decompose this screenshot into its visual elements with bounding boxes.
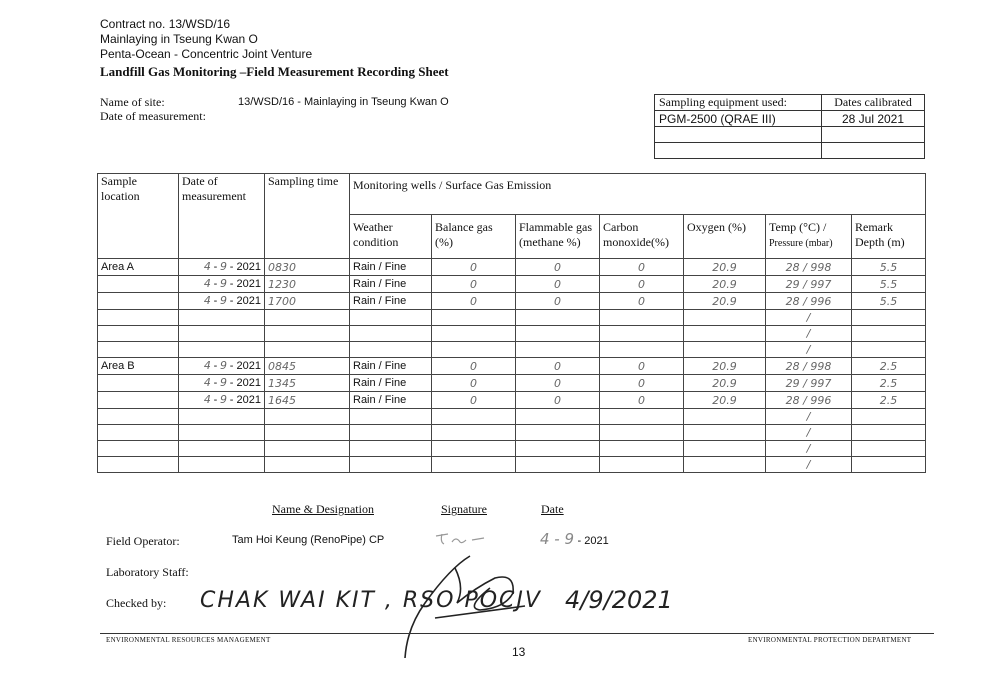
equipment-table (654, 94, 925, 159)
contract-number: Contract no. 13/WSD/16 (100, 17, 231, 31)
oxygen-cell: 20.9 (684, 276, 766, 293)
table-row (98, 358, 926, 375)
date-day: 4 (203, 277, 211, 290)
depth-cell: 5.5 (852, 293, 926, 310)
table-row-empty: / (98, 326, 926, 342)
header-weather: Weather condition (350, 215, 432, 259)
weather-cell: Rain / Fine (350, 293, 432, 310)
date-cell: 4 - 9 - 2021 (179, 358, 265, 375)
co-cell: 0 (600, 392, 684, 409)
temp-pressure-cell: 28 / 998 (766, 358, 852, 375)
header-carbon-monoxide: Carbon monoxide(%) (600, 215, 684, 259)
table-row (98, 259, 926, 276)
depth-cell: 5.5 (852, 276, 926, 293)
temp-pressure-cell: 28 / 996 (766, 392, 852, 409)
date-year: - 2021 (229, 377, 261, 389)
co-cell: 0 (600, 375, 684, 392)
depth-cell: 5.5 (852, 259, 926, 276)
oxygen-cell: 20.9 (684, 259, 766, 276)
header-pressure: Pressure (mbar) (769, 238, 833, 249)
flammable-cell: 0 (516, 375, 600, 392)
temp-pressure-cell: 29 / 997 (766, 276, 852, 293)
header-oxygen: Oxygen (%) (684, 215, 766, 259)
time-cell: 1230 (265, 276, 350, 293)
temp-pressure-cell: 28 / 996 (766, 293, 852, 310)
date-day: 4 (203, 393, 211, 406)
date-cell: 4 - 9 - 2021 (179, 392, 265, 409)
header-date: Date of measurement (179, 174, 265, 259)
co-cell: 0 (600, 293, 684, 310)
date-month: 9 (220, 359, 228, 372)
flammable-cell: 0 (516, 293, 600, 310)
name-designation-heading: Name & Designation (272, 502, 374, 516)
date-day: 4 (203, 260, 211, 273)
time-cell: 1645 (265, 392, 350, 409)
pressure-value: 997 (810, 376, 832, 390)
oxygen-cell: 20.9 (684, 358, 766, 375)
footer-divider (100, 633, 934, 634)
date-year: - 2021 (229, 278, 261, 290)
table-row-empty: / (98, 310, 926, 326)
date-year: - 2021 (229, 295, 261, 307)
depth-cell: 2.5 (852, 358, 926, 375)
page-number: 13 (512, 645, 526, 659)
equip-cell: PGM-2500 (QRAE III) (655, 111, 822, 127)
temp-value: 29 (785, 277, 800, 291)
time-cell: 0830 (265, 259, 350, 276)
temp-value: 28 (785, 294, 800, 308)
equip-cell (655, 127, 822, 143)
measurement-table (97, 173, 926, 473)
checked-by-name: CHAK WAI KIT , RSO POCJV (200, 588, 542, 613)
table-row (98, 293, 926, 310)
footer-left: ENVIRONMENTAL RESOURCES MANAGEMENT (106, 636, 271, 644)
depth-cell: 2.5 (852, 392, 926, 409)
balance-cell: 0 (432, 358, 516, 375)
signature-heading: Signature (441, 502, 487, 516)
date-month: 9 (220, 393, 228, 406)
depth-cell: 2.5 (852, 375, 926, 392)
oxygen-cell: 20.9 (684, 375, 766, 392)
site-name-value: 13/WSD/16 - Mainlaying in Tseung Kwan O (238, 96, 449, 108)
balance-cell: 0 (432, 293, 516, 310)
co-cell: 0 (600, 358, 684, 375)
location-cell (98, 276, 179, 293)
balance-cell: 0 (432, 276, 516, 293)
balance-cell: 0 (432, 392, 516, 409)
oxygen-cell: 20.9 (684, 392, 766, 409)
sheet-title: Landfill Gas Monitoring –Field Measurement Recording Sheet (100, 64, 449, 79)
temp-value: 28 (785, 393, 800, 407)
flammable-cell: 0 (516, 392, 600, 409)
oxygen-cell: 20.9 (684, 293, 766, 310)
date-month: 9 (220, 294, 228, 307)
date-month: 9 (220, 260, 228, 273)
table-row (98, 392, 926, 409)
field-operator-name: Tam Hoi Keung (RenoPipe) CP (232, 534, 385, 546)
pressure-value: 996 (810, 294, 832, 308)
header-monitoring-group: Monitoring wells / Surface Gas Emission (350, 174, 926, 215)
footer-right: ENVIRONMENTAL PROTECTION DEPARTMENT (748, 636, 912, 644)
project-name: Mainlaying in Tseung Kwan O (100, 32, 258, 46)
field-operator-label: Field Operator: (106, 534, 180, 548)
location-cell (98, 375, 179, 392)
co-cell: 0 (600, 259, 684, 276)
weather-cell: Rain / Fine (350, 276, 432, 293)
temp-value: 28 (785, 359, 800, 373)
header-balance-gas: Balance gas (%) (432, 215, 516, 259)
balance-cell: 0 (432, 375, 516, 392)
field-date-handwritten: 4 - 9 (540, 530, 575, 548)
time-cell: 1700 (265, 293, 350, 310)
table-row-empty: / (98, 409, 926, 425)
date-month: 9 (220, 376, 228, 389)
temp-pressure-cell: 28 / 998 (766, 259, 852, 276)
date-year: - 2021 (229, 394, 261, 406)
header-remark-depth: Remark Depth (m) (852, 215, 926, 259)
co-cell: 0 (600, 276, 684, 293)
location-cell: Area A (98, 259, 179, 276)
table-row (98, 375, 926, 392)
header-flammable-gas: Flammable gas (methane %) (516, 215, 600, 259)
temp-value: 28 (785, 260, 800, 274)
table-row-empty: / (98, 342, 926, 358)
pressure-value: 998 (810, 359, 832, 373)
date-day: 4 (203, 359, 211, 372)
date-cell: 4 - 9 - 2021 (179, 293, 265, 310)
pressure-value: 997 (810, 277, 832, 291)
location-cell: Area B (98, 358, 179, 375)
weather-cell: Rain / Fine (350, 375, 432, 392)
temp-value: 29 (785, 376, 800, 390)
date-heading: Date (541, 502, 564, 516)
date-year: - 2021 (229, 360, 261, 372)
pressure-value: 996 (810, 393, 832, 407)
date-cell: 4 - 9 - 2021 (179, 375, 265, 392)
flammable-cell: 0 (516, 276, 600, 293)
weather-cell: Rain / Fine (350, 392, 432, 409)
temp-pressure-cell: 29 / 997 (766, 375, 852, 392)
weather-cell: Rain / Fine (350, 259, 432, 276)
flammable-cell: 0 (516, 259, 600, 276)
date-year: - 2021 (229, 261, 261, 273)
date-day: 4 (203, 376, 211, 389)
calibrated-col-header: Dates calibrated (822, 95, 925, 111)
equip-cell (655, 143, 822, 159)
calibrated-cell (822, 143, 925, 159)
flammable-cell: 0 (516, 358, 600, 375)
calibrated-cell (822, 127, 925, 143)
field-date-year: - 2021 (577, 535, 609, 547)
checked-by-label: Checked by: (106, 596, 167, 610)
field-operator-date (540, 530, 609, 549)
table-row (98, 276, 926, 293)
site-name-label: Name of site: (100, 95, 165, 109)
table-row-empty: / (98, 457, 926, 473)
header-temp: Temp (°C) / (769, 220, 827, 234)
table-row-empty: / (98, 425, 926, 441)
checked-by-date: 4/9/2021 (565, 586, 673, 614)
time-cell: 1345 (265, 375, 350, 392)
pressure-value: 998 (810, 260, 832, 274)
balance-cell: 0 (432, 259, 516, 276)
location-cell (98, 392, 179, 409)
header-temp-pressure (766, 215, 852, 259)
calibrated-cell: 28 Jul 2021 (822, 111, 925, 127)
equip-col-header: Sampling equipment used: (655, 95, 822, 111)
header-sample-location: Sample location (98, 174, 179, 259)
date-month: 9 (220, 277, 228, 290)
date-cell: 4 - 9 - 2021 (179, 259, 265, 276)
joint-venture: Penta-Ocean - Concentric Joint Venture (100, 47, 313, 61)
field-operator-signature (432, 526, 522, 548)
header-sampling-time: Sampling time (265, 174, 350, 259)
location-cell (98, 293, 179, 310)
date-of-measurement-label: Date of measurement: (100, 109, 206, 123)
checked-by-signature (395, 548, 555, 668)
weather-cell: Rain / Fine (350, 358, 432, 375)
time-cell: 0845 (265, 358, 350, 375)
date-day: 4 (203, 294, 211, 307)
table-row-empty: / (98, 441, 926, 457)
date-cell: 4 - 9 - 2021 (179, 276, 265, 293)
laboratory-staff-label: Laboratory Staff: (106, 565, 189, 579)
